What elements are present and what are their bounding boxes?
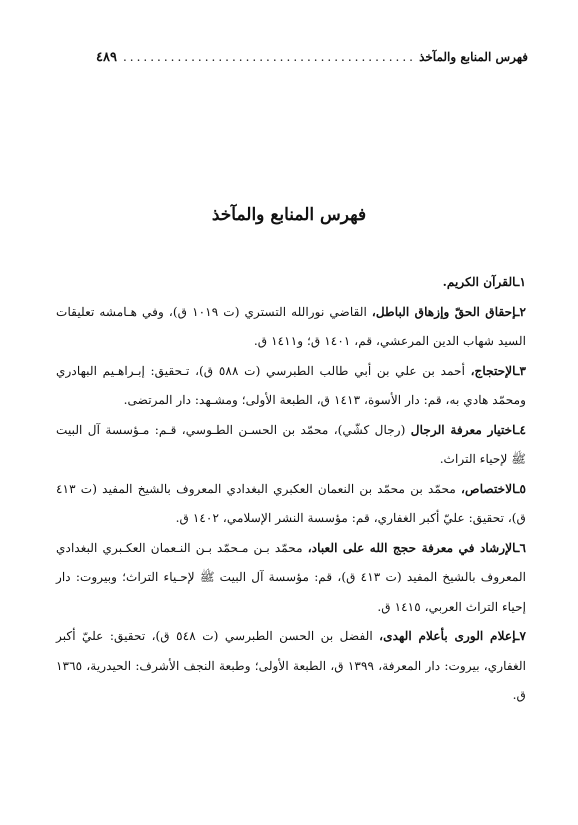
bibliography-entry [56,475,526,534]
entry-title: اختيار معرفة الرجال [410,422,516,437]
entry-details: القاضي نورالله التستري (ت ١٠١٩ ق)، وفي هـامشه تعليقات السيد شهاب الدين المرعشي، قم، ١٤٠١ ق؛ و١٤١١ ق. [56,304,526,348]
entry-details: أحمد بن علي بن أبي طالب الطبرسي (ت ٥٨٨ ق)، تـحقيق: إبـراهـيم البهادري ومحمّد هادي به، قم: دار الأسوة، ١٤١٣ ق، الطبعة الأولى؛ ومشـهد: دار المرتضى. [56,363,526,407]
entry-details: الفضل بن الحسن الطبرسي (ت ٥٤٨ ق)، تحقيق: عليّ أكبر الغفاري، بيروت: دار المعرفة، ١٣٩٩ ق، الطبعة الأولى؛ وطبعة النجف الأشرف: الحيدرية، ١٣٦٥ ق. [56,629,526,702]
entry-details: محمّد بن محمّد بن النعمان العكبري البغدادي المعروف بالشيخ المفيد (ت ٤١٣ ق)، تحقيق: عليّ أكبر الغفاري، قم: مؤسسة النشر الإسلامي، ١٤٠٢ ق. [56,481,526,525]
page-title: فهرس المنابع والمآخذ [211,205,367,225]
bibliography-entry [56,268,526,298]
bibliography-list [56,268,526,711]
bibliography-entry [56,298,526,357]
entry-number: ١ـ [515,275,526,289]
entry-number: ٥ـ [515,481,526,496]
bibliography-entry [56,622,526,711]
entry-number: ٧ـ [515,629,526,643]
entry-number: ٢ـ [515,304,526,319]
bibliography-entry [56,357,526,416]
page-number: ٤٨٩ [96,49,117,65]
entry-title: إعلام الورى بأعلام الهدى، [379,629,516,643]
entry-details: (رجال كشّي)، محمّد بن الحسـن الطـوسي، قـم: مـؤسسة آل البيت ﷺ لإحياء التراث. [56,422,526,466]
entry-number: ٤ـ [515,422,526,437]
entry-title: الاختصاص، [461,481,516,496]
running-header [96,44,528,70]
leader-dots [123,50,413,64]
entry-title: القرآن الكريم. [442,275,516,289]
entry-number: ٦ـ [515,540,526,555]
bibliography-entry [56,534,526,623]
entry-title: الإحتجاج، [470,363,516,378]
entry-details: محمّد بـن مـحمّد بـن النـعمان العكـبري البغدادي المعروف بالشيخ المفيد (ت ٤١٣ ق)، قم: مؤسسة آل البيت ﷺ لإحـياء التراث؛ وبيروت: دار إحياء التراث العربي، ١٤١٥ ق. [56,540,526,614]
entry-title: إحقاق الحقّ وإزهاق الباطل، [371,304,516,319]
entry-title: الإرشاد في معرفة حجج الله على العباد، [307,540,516,555]
running-header-title: فهرس المنابع والمآخذ [419,50,528,64]
entry-number: ٣ـ [515,363,526,378]
bibliography-entry [56,416,526,475]
